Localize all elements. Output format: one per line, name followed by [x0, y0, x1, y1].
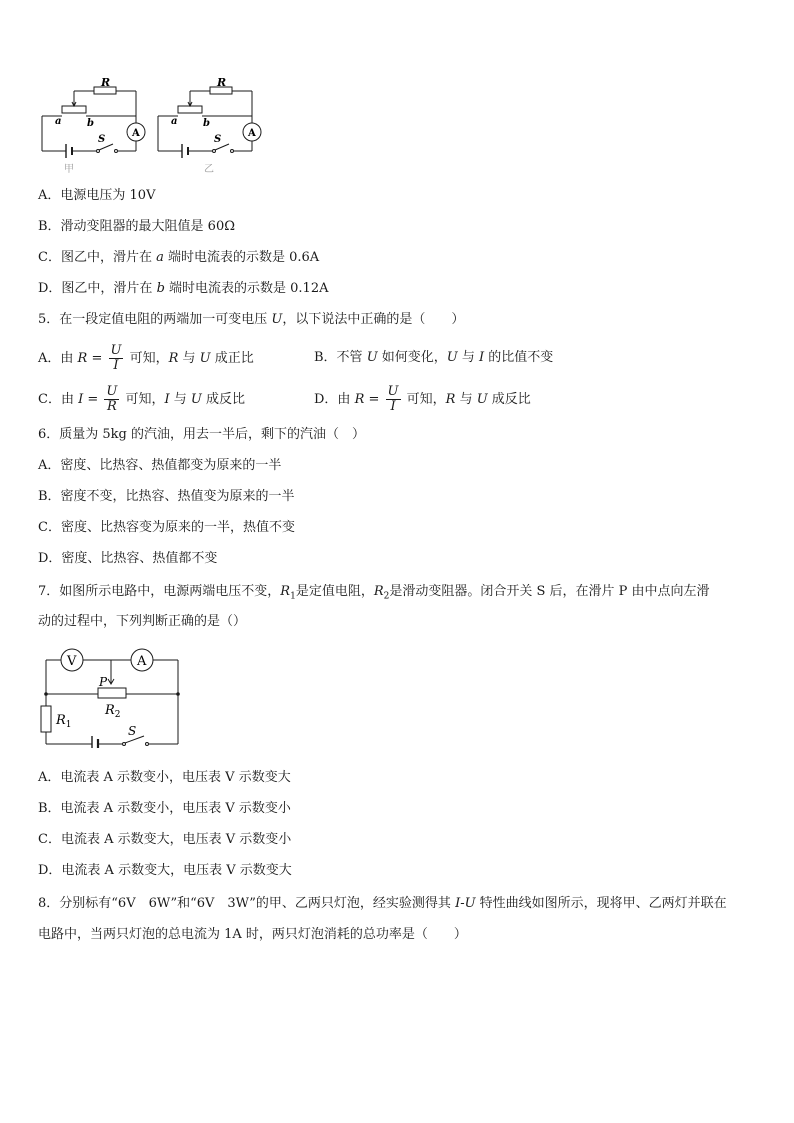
- q4-option-a: A．电源电压为 10V: [38, 188, 156, 203]
- q5-d-v1: R: [445, 392, 456, 407]
- q4-c-pre: C．图乙中，滑片在: [38, 250, 157, 265]
- q5-d-v2: U: [476, 392, 488, 407]
- q7-stem-c: 是滑动变阻器。闭合开关 S 后，在滑片 P 由中点向左滑: [389, 584, 710, 599]
- resistor-r1: [41, 706, 51, 732]
- q5-d-post2: 成反比: [487, 392, 531, 407]
- q8-stem-line1: [38, 894, 727, 914]
- q5-b-pre: B．不管: [314, 350, 367, 365]
- q5-c-mid: 与: [169, 392, 191, 407]
- label-ammeter: A: [137, 654, 147, 669]
- q6-option-b: B．密度不变，比热容、热值变为原来的一半: [38, 489, 295, 504]
- q5-c-post2: 成反比: [201, 392, 246, 407]
- q4-d-post: 端时电流表的示数是 0.12A: [164, 281, 329, 296]
- q5-a-lhs: R: [77, 351, 88, 366]
- q5-b-v3: I: [479, 350, 485, 365]
- q5-d-fraction: [386, 385, 401, 414]
- label-r-yi: R: [217, 76, 227, 89]
- label-ammeter-yi: A: [248, 128, 256, 139]
- label-r1-main: R: [56, 713, 66, 728]
- q5-a-eq: =: [87, 351, 107, 366]
- label-voltmeter: V: [67, 654, 77, 669]
- q5-option-b: [314, 348, 553, 368]
- rheostat-r2: [98, 688, 126, 698]
- q5-a-den: I: [113, 358, 119, 373]
- q5-c-eq: =: [83, 392, 103, 407]
- q7-stem-r2-sub: 2: [383, 591, 390, 602]
- label-r1: [55, 713, 72, 730]
- q5-a-num: U: [110, 343, 122, 358]
- q5-c-lhs: I: [78, 392, 84, 407]
- q6-option-c: C．密度、比热容变为原来的一半，热值不变: [38, 520, 295, 535]
- q5-a-v2: U: [199, 351, 211, 366]
- q4-d-var: b: [156, 281, 165, 296]
- q8-stem-iu: I-U: [455, 896, 476, 911]
- q6-option-d: D．密度、比热容、热值都不变: [38, 551, 218, 566]
- q5-a-post2: 成正比: [210, 351, 254, 366]
- label-r2: [104, 703, 121, 720]
- label-r-jia: R: [101, 76, 111, 89]
- label-b-jia: b: [87, 118, 94, 129]
- q5-c-num: U: [106, 384, 118, 399]
- label-p: P: [99, 675, 108, 689]
- q5-c-post1: 可知，: [121, 392, 165, 407]
- label-r2-main: R: [105, 703, 115, 718]
- q5-a-mid: 与: [178, 351, 200, 366]
- q4-d-pre: D．图乙中，滑片在: [38, 281, 157, 296]
- circuit-figure-jia-yi: [36, 76, 276, 176]
- label-a-yi: a: [171, 116, 178, 127]
- q4-c-post: 端时电流表的示数是 0.6A: [163, 250, 320, 265]
- q5-d-mid: 与: [455, 392, 477, 407]
- q5-b-v1: U: [366, 350, 378, 365]
- q8-stem-b: 特性曲线如图所示，现将甲、乙两灯并联在: [475, 896, 727, 911]
- q7-option-a: A．电流表 A 示数变小，电压表 V 示数变大: [38, 770, 291, 785]
- label-s-yi: S: [214, 134, 222, 145]
- q7-option-d: D．电流表 A 示数变大，电压表 V 示数变大: [38, 863, 292, 878]
- caption-jia: 甲: [64, 164, 74, 175]
- junction-right: [176, 692, 180, 696]
- q5-option-a: [38, 344, 254, 373]
- q5-d-pre: D．由: [314, 392, 355, 407]
- q5-a-fraction: [109, 344, 124, 373]
- q5-d-lhs: R: [354, 392, 365, 407]
- q5-option-d: [314, 385, 531, 414]
- circuit-figure-q7: [36, 644, 186, 748]
- q6-stem: 6．质量为 5kg 的汽油，用去一半后，剩下的汽油（ ）: [38, 427, 366, 442]
- q4-option-b: B．滑动变阻器的最大阻值是 60Ω: [38, 219, 236, 234]
- q5-c-den: R: [106, 399, 117, 414]
- q7-stem-r1-sub: 1: [290, 591, 296, 602]
- q6-option-a: A．密度、比热容、热值都变为原来的一半: [38, 458, 282, 473]
- label-r1-sub: 1: [65, 720, 72, 730]
- junction-left: [44, 692, 48, 696]
- q4-c-var: a: [156, 250, 164, 265]
- q5-stem-pre: 5．在一段定值电阻的两端加一可变电压: [38, 312, 272, 327]
- q4-option-c: [38, 248, 319, 268]
- q5-b-post: 的比值不变: [484, 350, 554, 365]
- q8-stem-a: 8．分别标有“6V 6W”和“6V 3W”的甲、乙两只灯泡，经实验测得其: [38, 896, 456, 911]
- q8-stem-line2: 电路中，当两只灯泡的总电流为 1A 时，两只灯泡消耗的总功率是（ ）: [38, 927, 467, 942]
- q5-option-c: [38, 385, 245, 414]
- q7-stem-b: 是定值电阻，: [295, 584, 374, 599]
- caption-yi: 乙: [204, 164, 214, 175]
- q5-d-post1: 可知，: [402, 392, 446, 407]
- q5-c-fraction: [104, 385, 119, 414]
- label-a-jia: a: [55, 116, 62, 127]
- q5-a-v1: R: [168, 351, 179, 366]
- q7-stem-a: 7．如图所示电路中，电源两端电压不变，: [38, 584, 281, 599]
- q7-stem-r1: R: [280, 584, 291, 599]
- q7-option-c: C．电流表 A 示数变大，电压表 V 示数变小: [38, 832, 292, 847]
- label-s: S: [128, 724, 137, 738]
- label-s-jia: S: [98, 134, 106, 145]
- q5-c-v1: I: [164, 392, 170, 407]
- label-r2-sub: 2: [114, 710, 121, 720]
- label-b-yi: b: [203, 118, 210, 129]
- q5-c-pre: C．由: [38, 392, 79, 407]
- q7-option-b: B．电流表 A 示数变小，电压表 V 示数变小: [38, 801, 291, 816]
- q5-a-pre: A．由: [38, 351, 78, 366]
- q5-b-v2: U: [446, 350, 458, 365]
- q7-stem-line2: 动的过程中，下列判断正确的是（）: [38, 614, 247, 629]
- q5-c-v2: U: [190, 392, 202, 407]
- q5-d-num: U: [387, 384, 399, 399]
- q5-b-mid1: 如何变化，: [377, 350, 447, 365]
- q4-option-d: [38, 279, 329, 299]
- q5-d-eq: =: [364, 392, 384, 407]
- q7-stem-r2: R: [373, 584, 384, 599]
- q5-b-mid2: 与: [457, 350, 480, 365]
- q5-a-post1: 可知，: [125, 351, 169, 366]
- q5-stem-var: U: [271, 312, 283, 327]
- q5-d-den: I: [390, 399, 396, 414]
- q5-stem-post: ，以下说法中正确的是（ ）: [282, 312, 465, 327]
- q5-stem: [38, 310, 464, 330]
- q7-stem-line1: [38, 582, 710, 607]
- label-ammeter-jia: A: [132, 128, 140, 139]
